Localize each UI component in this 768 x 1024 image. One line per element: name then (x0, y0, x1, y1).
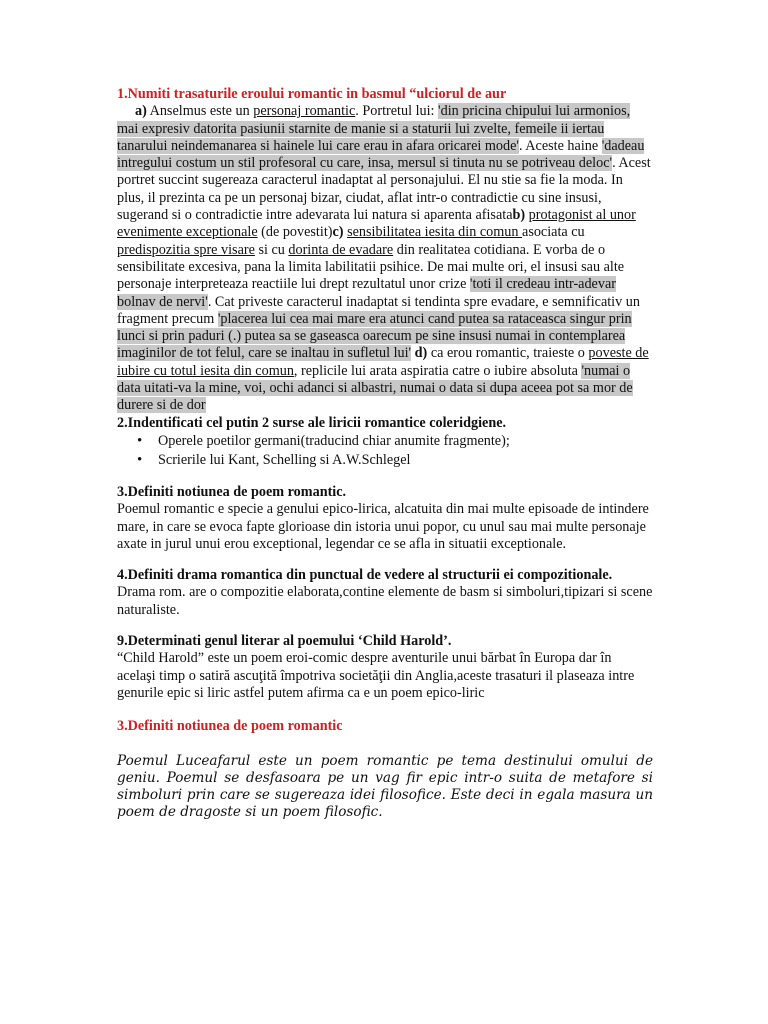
list-item: • Operele poetilor germani(traducind chiar anumite fragmente); (137, 432, 653, 451)
highlighted-quote: 'numai o data uitati-va la mine, voi, ochi adanci si albastri, numai o data si dupa aceea pot sa mor de durere si de dor (117, 362, 633, 414)
question-3b-title: 3.Definiti notiunea de poem romantic (117, 718, 343, 735)
text-run: , replicile lui arata aspiratia catre o iubire absoluta (293, 362, 582, 379)
question-3b-answer: Poemul Luceafarul este un poem romantic pe tema destinului omului de geniu. Poemul se desfasoara pe un vag fir epic intr-o suita de metafore si simboluri prin care se sugereaza idei filosofice. Este deci in egala masura un poem de dragoste si un poem filosofic. (117, 752, 653, 820)
highlighted-quote: 'dadeau intregului costum un stil profesoral cu care, insa, mersul si tinuta nu se potriveau deloc' (117, 137, 645, 172)
underlined-phrase: protagonist al unor evenimente exceptionale (117, 207, 636, 241)
highlighted-quote: 'din pricina chipului lui armonios, mai expresiv datorita pasiunii starnite de manie si a staturii lui zvelte, femeile ii iertau tanarului neindemanarea si hainele lui care erau in afara oricarei mode' (117, 103, 631, 154)
question-9-title: 9.Determinati genul literar al poemului ‘Child Harold’. (117, 633, 452, 650)
sources-list (117, 432, 653, 470)
underlined-phrase: poveste de iubire cu totul iesita din comun (117, 345, 649, 379)
text-run: si cu (254, 241, 289, 258)
text-run: . Portretul lui: (355, 103, 439, 120)
question-9-answer: “Child Harold” este un poem eroi-comic despre aventurile unui bărbat în Europa dar în acelaşi timp o satiră ascuţită împotriva societăţii din Anglia,aceste trasaturi il plaseaza intre genurile epic si liric astfel putem afirma ca e un poem epico-liric (117, 650, 635, 701)
text-run: . Aceste haine (518, 137, 602, 154)
question-3-answer: Poemul romantic e specie a genului epico-lirica, alcatuita din mai multe episoade de intindere mare, in care se evoca fapte glorioase din istoria unui popor, cu unul sau mai multe personaje axate in jurul unui erou exceptional, legendar ce se afla in situatii exceptionale. (117, 501, 649, 552)
text-run: asociata cu (522, 224, 585, 241)
document-page (117, 86, 653, 821)
label-a: a) (135, 103, 147, 120)
question-4-title: 4.Definiti drama romantica din punctual de vedere al structurii ei compozitionale. (117, 567, 613, 584)
label-c: c) (332, 224, 344, 241)
question-1-title: 1.Numiti trasaturile eroului romantic in basmul “ulciorul de aur (117, 86, 507, 102)
text-run: . Cat priveste caracterul inadaptat si tendinta spre evadare, e semnificativ un fragment precum (117, 293, 640, 327)
underlined-phrase: sensibilitatea iesita din comun (347, 224, 523, 241)
underlined-phrase: dorinta de evadare (288, 241, 394, 258)
label-b: b) (512, 207, 526, 224)
label-d: d) (411, 345, 428, 362)
highlighted-quote: 'toti il credeau intr-adevar bolnav de nervi' (117, 276, 616, 310)
text-run: . Acest portret succint sugereaza caracterul inadaptat al personajului. El nu stie sa fie la moda. In plus, il prezinta ca pe un personaj bizar, ciudat, aflat intr-o contradictie cu sine insusi, sugerand si o contradictie intre adevarata lui natura si aparenta afisata (117, 155, 651, 224)
highlighted-quote: 'placerea lui cea mai mare era atunci cand putea sa rataceasca singur prin lunci si prin paduri (.) putea sa se gaseasca oarecum pe sine insusi numai in contemplarea imaginilor de tot felul, care se inaltau in sufletul lui' (117, 310, 632, 362)
text-run: (de povestit) (257, 224, 333, 241)
question-1-answer (117, 103, 653, 414)
question-4-answer: Drama rom. are o compozitie elaborata,contine elemente de basm si simboluri,tipizari si scene naturaliste. (117, 584, 653, 618)
underlined-phrase: personaj romantic (253, 103, 356, 120)
text-run: ca erou romantic, traieste o (427, 345, 589, 362)
underlined-phrase: predispozitia spre visare (117, 241, 255, 258)
list-item: • Scrierile lui Kant, Schelling si A.W.Schlegel (137, 451, 653, 470)
text-run: din realitatea cotidiana. E vorba de o sensibilitate excesiva, pana la limita labilitatii psihice. De mai multe ori, el insusi sau alte personaje interpreteaza reactiile lui drept rezultatul unor crize (117, 241, 625, 293)
text-run: Anselmus este un (146, 103, 254, 120)
question-3-title: 3.Definiti notiunea de poem romantic. (117, 483, 347, 500)
question-2-title: 2.Indentificati cel putin 2 surse ale liricii romantice coleridgiene. (117, 414, 507, 431)
